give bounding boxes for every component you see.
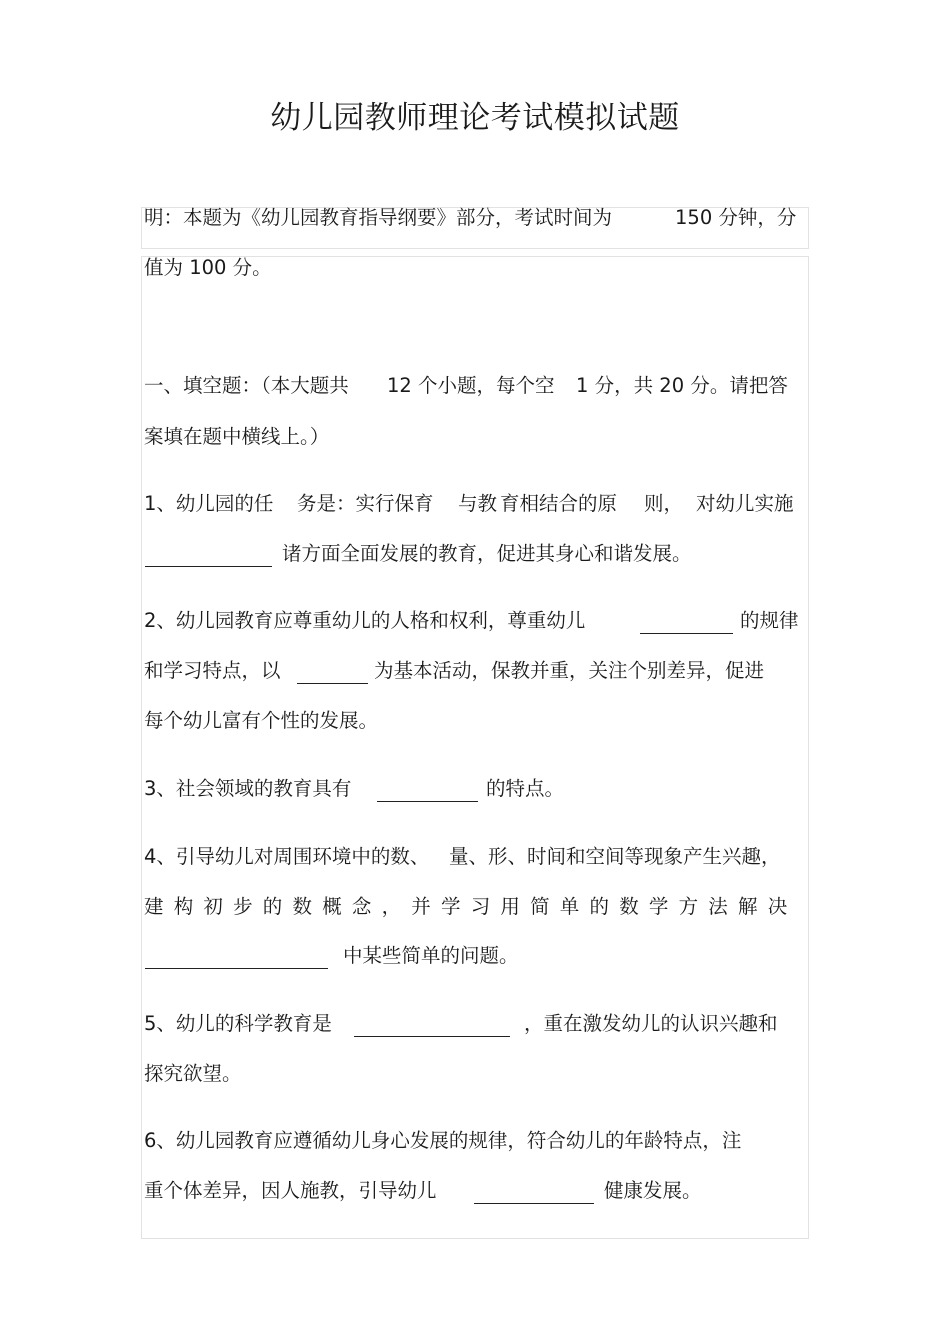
question-6-text: 重个体差异，因人施教，引导幼儿 [144, 1179, 437, 1202]
question-5-text: 探究欲望。 [144, 1062, 242, 1085]
question-2-text: 为基本活动，保教并重，关注个别差异，促进 [374, 659, 765, 682]
answer-blank[interactable] [474, 1203, 594, 1204]
answer-blank[interactable] [640, 633, 733, 634]
section-instruction: 案填在题中横线上。） [144, 425, 330, 448]
section-header-part-2: 12 个小题，每个空 [387, 374, 555, 397]
intro-score: 值为 100 分。 [144, 256, 272, 279]
answer-blank[interactable] [377, 801, 478, 802]
intro-text: 明：本题为《幼儿园教育指导纲要》部分，考试时间为 [144, 206, 613, 229]
section-header-part-3: 1 分，共 20 分。请把答 [576, 374, 788, 397]
answer-blank[interactable] [297, 683, 368, 684]
section-header-part-1: 一、填空题：（本大题共 [144, 374, 349, 397]
question-1-text: 务是：实行保育 [297, 492, 434, 515]
question-2-text: 的规律 [740, 609, 799, 632]
question-2-text: 2、幼儿园教育应尊重幼儿的人格和权利，尊重幼儿 [144, 609, 586, 632]
intro-duration: 150 分钟，分 [675, 206, 797, 229]
question-3-text: 的特点。 [486, 777, 565, 800]
question-1-text: 与教 [458, 492, 498, 515]
question-6-text: 6、幼儿园教育应遵循幼儿身心发展的规律，符合幼儿的年龄特点，注 [144, 1129, 742, 1152]
content-frame [141, 256, 809, 1239]
question-4-text: 4、引导幼儿对周围环境中的数、 [144, 845, 430, 868]
question-5-text: 5、幼儿的科学教育是 [144, 1012, 332, 1035]
answer-blank[interactable] [145, 566, 272, 567]
question-1-text: 则， [644, 492, 684, 515]
answer-blank[interactable] [354, 1036, 510, 1037]
question-1-text: 育相结合的原 [500, 492, 618, 515]
question-3-text: 3、社会领域的教育具有 [144, 777, 352, 800]
question-1-text: 对幼儿实施 [696, 492, 794, 515]
question-4-text: 量、形、时间和空间等现象产生兴趣， [449, 845, 781, 868]
answer-blank[interactable] [145, 968, 328, 969]
question-1-text: 诸方面全面发展的教育，促进其身心和谐发展。 [282, 542, 692, 565]
page-title: 幼儿园教师理论考试模拟试题 [270, 100, 680, 136]
question-2-text: 和学习特点，以 [144, 659, 281, 682]
question-5-text: ，重在激发幼儿的认识兴趣和 [524, 1012, 778, 1035]
question-6-text: 健康发展。 [604, 1179, 702, 1202]
question-4-text: 中某些简单的问题。 [343, 944, 519, 967]
question-1-text: 1、幼儿园的任 [144, 492, 274, 515]
question-2-text: 每个幼儿富有个性的发展。 [144, 709, 379, 732]
question-4-text: 建构初步的数概念，并学习用简单的数学方法解决 [144, 895, 798, 918]
